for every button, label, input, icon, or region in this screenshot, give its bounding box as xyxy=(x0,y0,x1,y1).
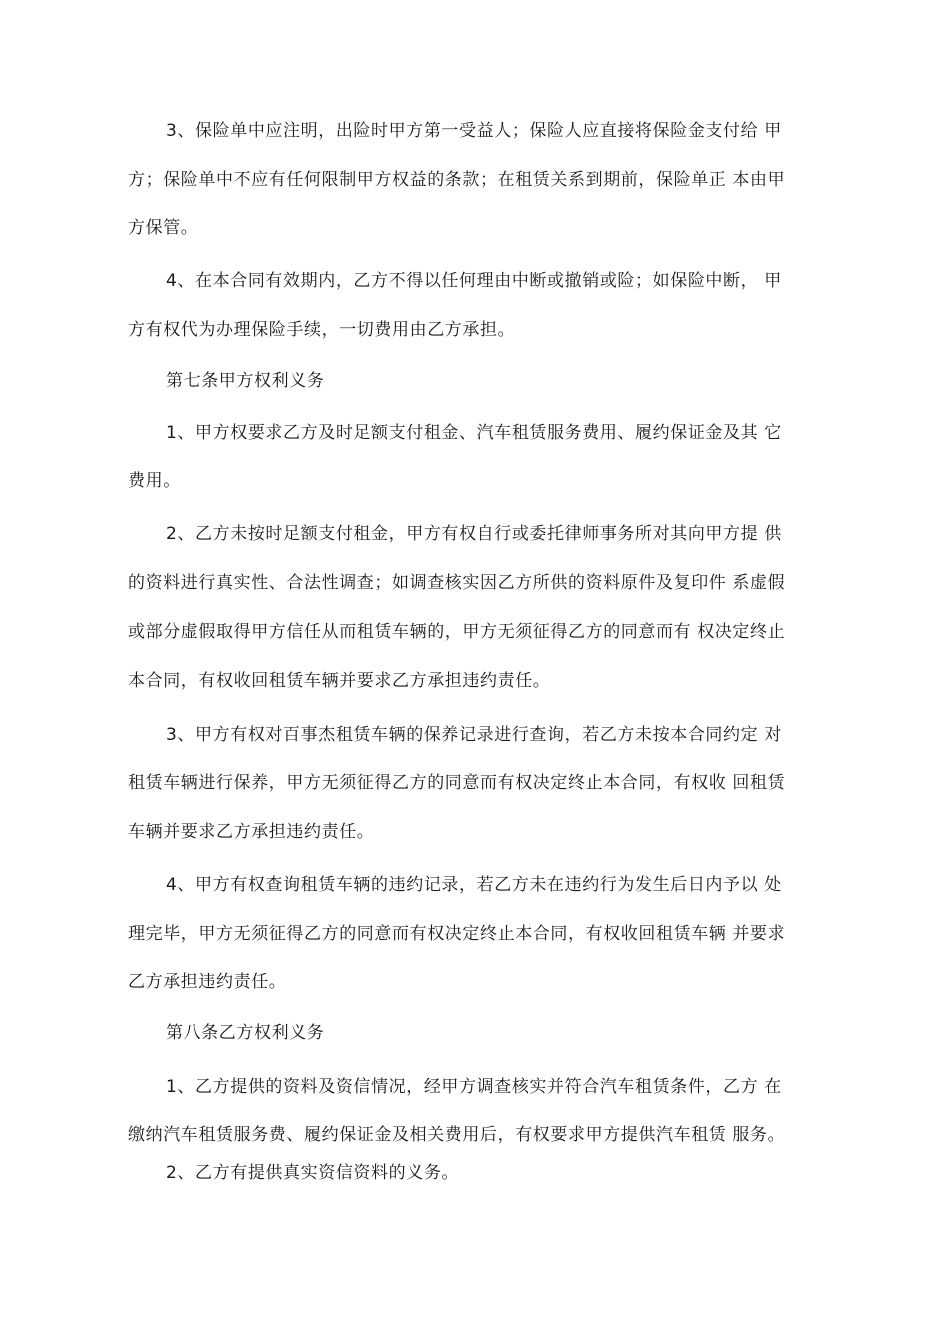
art7-para-3-line-2: 租赁车辆进行保养，甲方无须征得乙方的同意而有权决定终止本合同，有权收 回租赁 xyxy=(128,773,786,793)
para-4-line-2: 方有权代为办理保险手续，一切费用由乙方承担。 xyxy=(128,320,516,340)
art7-para-2-line-3: 或部分虚假取得甲方信任从而租赁车辆的，甲方无须征得乙方的同意而有 权决定终止 xyxy=(128,622,786,642)
para-3-line-2: 方；保险单中不应有任何限制甲方权益的条款；在租赁关系到期前，保险单正 本由甲 xyxy=(128,170,786,190)
art7-para-3-line-1: 3、甲方有权对百事杰租赁车辆的保养记录进行查询，若乙方未按本合同约定 对 xyxy=(166,725,782,745)
art7-para-2-line-2: 的资料进行真实性、合法性调查；如调查核实因乙方所供的资料原件及复印件 系虚假 xyxy=(128,573,786,593)
art8-para-1-line-2: 缴纳汽车租赁服务费、履约保证金及相关费用后，有权要求甲方提供汽车租赁 服务。 xyxy=(128,1125,786,1145)
section-heading-article-8: 第八条乙方权利义务 xyxy=(166,1023,325,1043)
art8-para-1-line-1: 1、乙方提供的资料及资信情况，经甲方调查核实并符合汽车租赁条件，乙方 在 xyxy=(166,1077,782,1097)
art8-para-2-line-1: 2、乙方有提供真实资信资料的义务。 xyxy=(166,1163,460,1183)
para-3-line-1: 3、保险单中应注明，出险时甲方第一受益人；保险人应直接将保险金支付给 甲 xyxy=(166,121,782,141)
para-3-line-3: 方保管。 xyxy=(128,218,199,238)
art7-para-4-line-3: 乙方承担违约责任。 xyxy=(128,972,287,992)
art7-para-2-line-4: 本合同，有权收回租赁车辆并要求乙方承担违约责任。 xyxy=(128,671,551,691)
art7-para-4-line-2: 理完毕，甲方无须征得乙方的同意而有权决定终止本合同，有权收回租赁车辆 并要求 xyxy=(128,924,786,944)
art7-para-1-line-1: 1、甲方权要求乙方及时足额支付租金、汽车租赁服务费用、履约保证金及其 它 xyxy=(166,423,782,443)
art7-para-3-line-3: 车辆并要求乙方承担违约责任。 xyxy=(128,822,375,842)
para-4-line-1: 4、在本合同有效期内，乙方不得以任何理由中断或撤销或险；如保险中断， 甲 xyxy=(166,271,782,291)
art7-para-4-line-1: 4、甲方有权查询租赁车辆的违约记录，若乙方未在违约行为发生后日内予以 处 xyxy=(166,875,782,895)
section-heading-article-7: 第七条甲方权利义务 xyxy=(166,371,325,391)
art7-para-1-line-2: 费用。 xyxy=(128,471,181,491)
art7-para-2-line-1: 2、乙方未按时足额支付租金，甲方有权自行或委托律师事务所对其向甲方提 供 xyxy=(166,524,782,544)
